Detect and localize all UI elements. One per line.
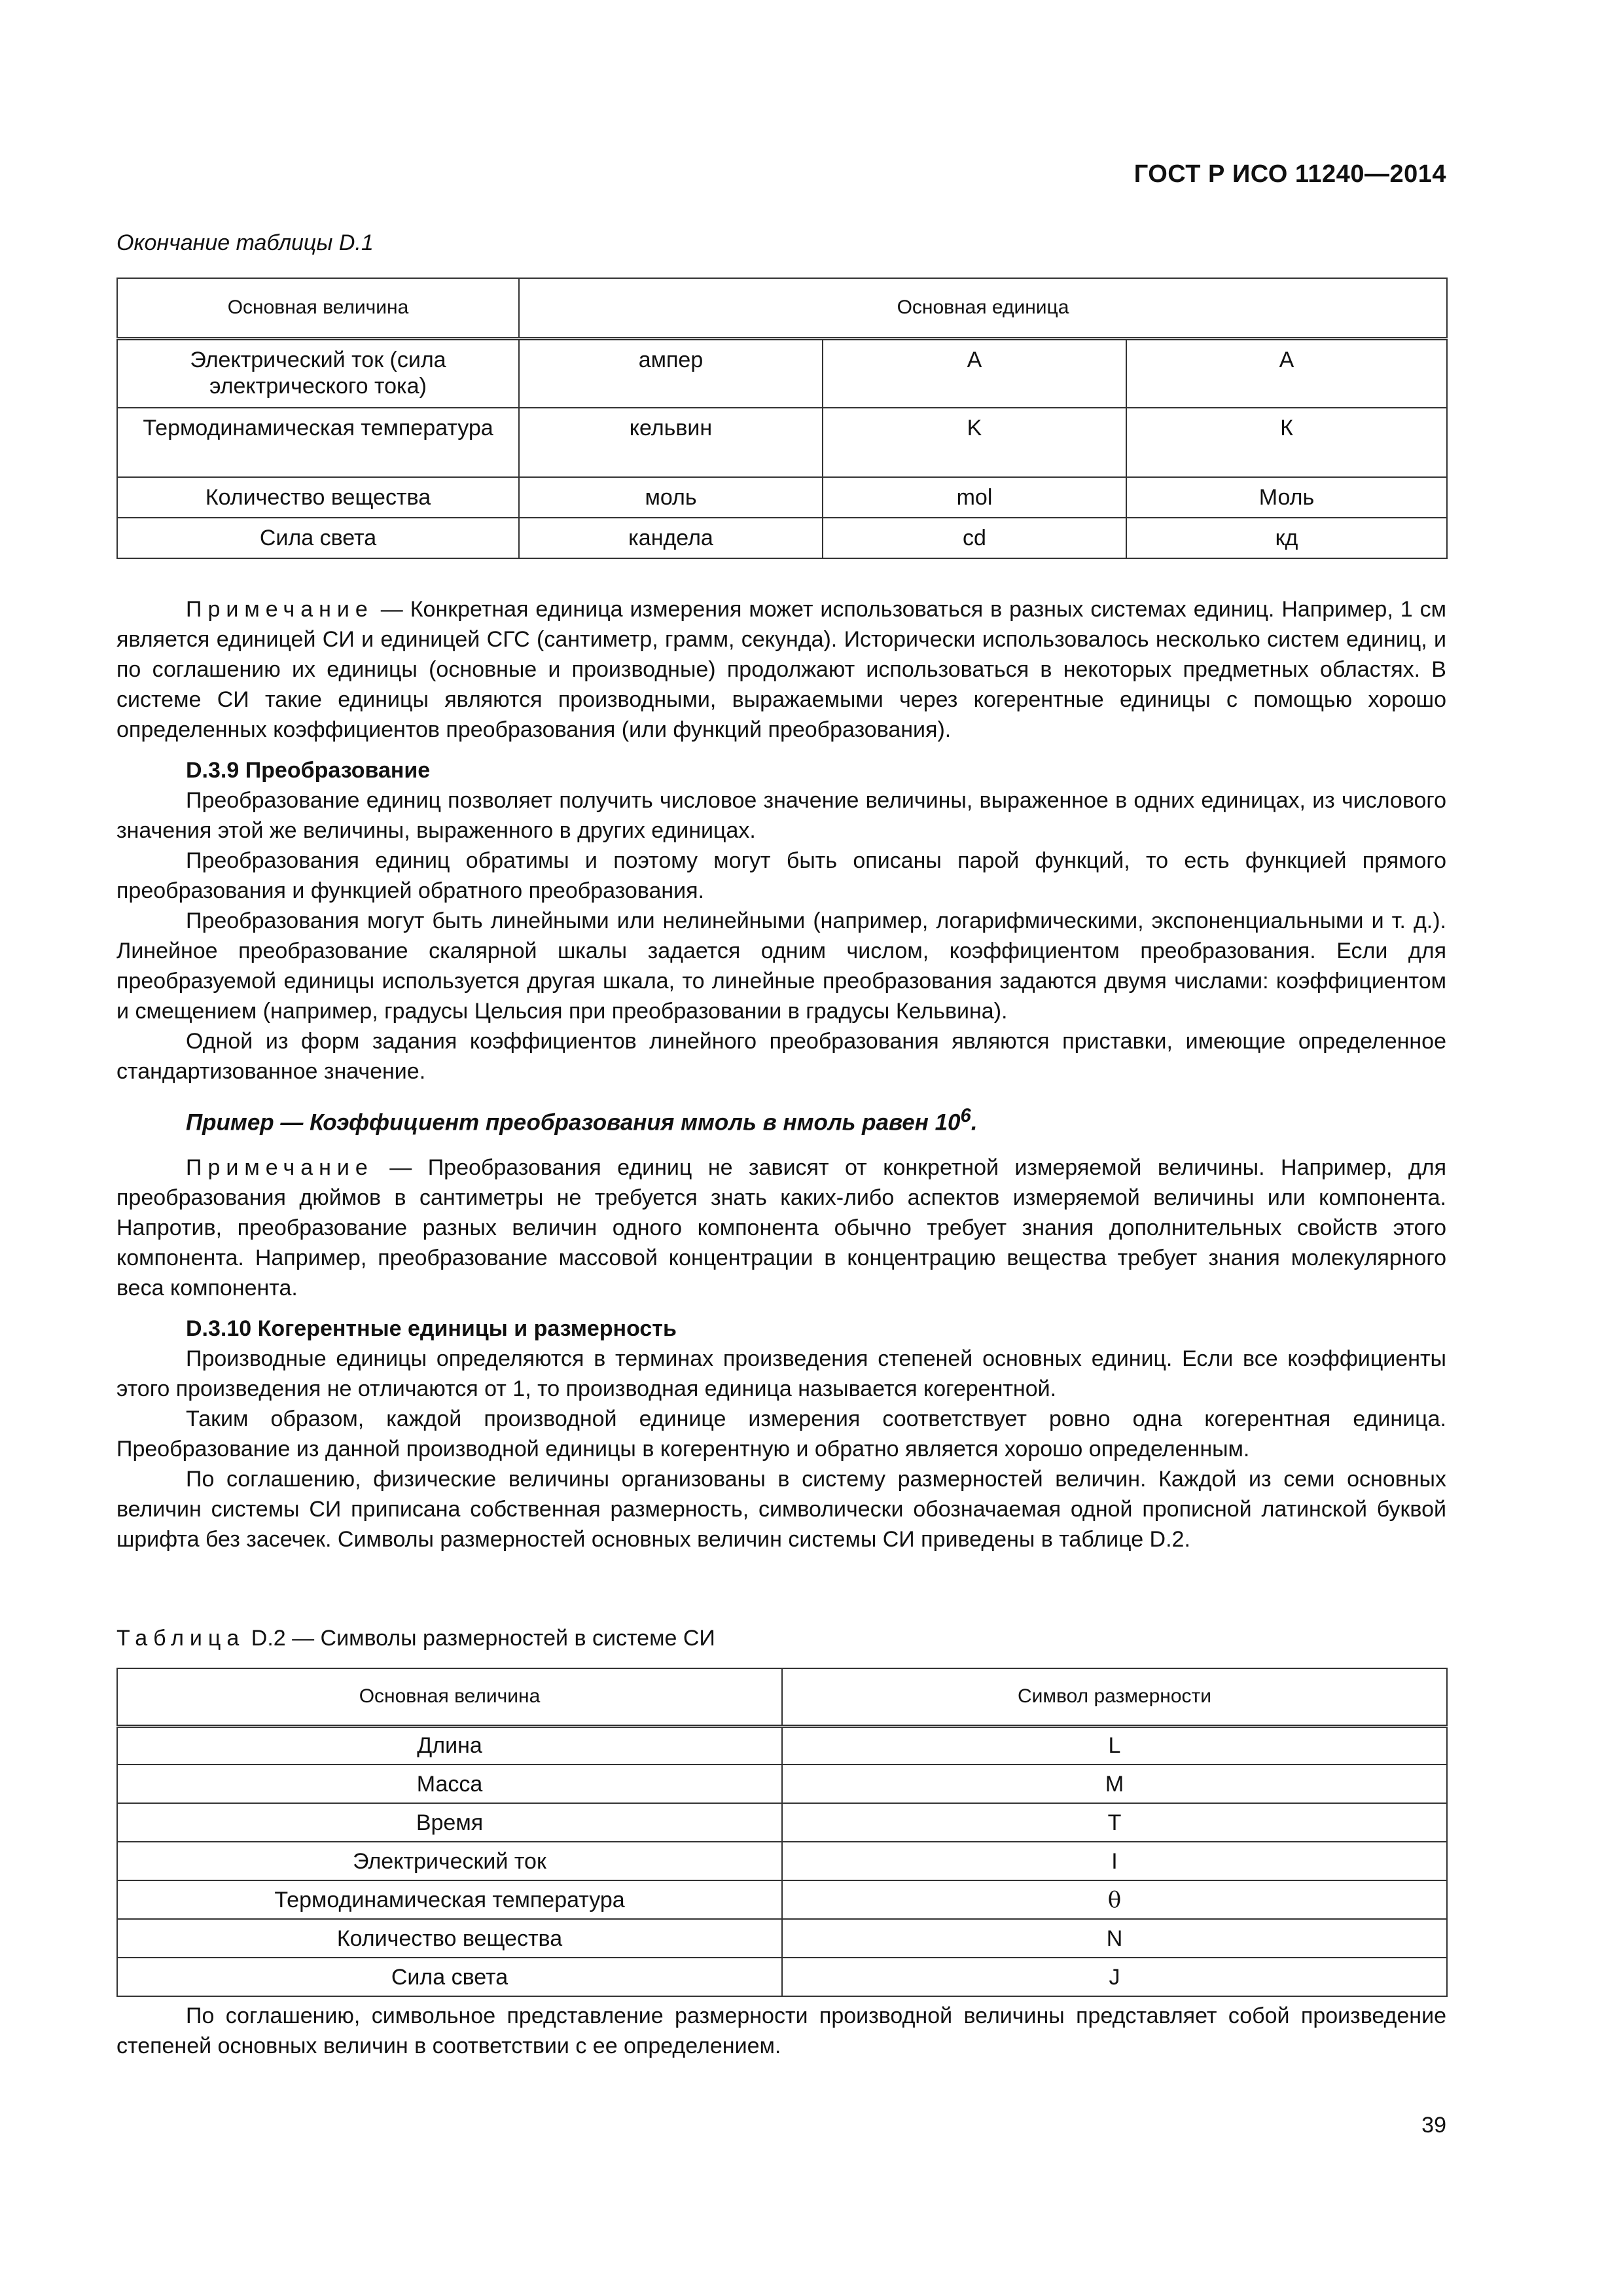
paragraph: Одной из форм задания коэффициентов линейного преобразования являются приставки, имеющие определенное стандартизованное значение. bbox=[116, 1029, 1446, 1084]
table-label: Таблица bbox=[116, 1626, 245, 1651]
unit-ru-symbol-cell: К bbox=[1126, 408, 1447, 477]
symbol-cell: θ bbox=[782, 1880, 1447, 1919]
table-row bbox=[117, 1803, 1447, 1842]
body-text-block bbox=[116, 594, 1446, 1554]
quantity-cell: Электрический ток (сила электрического тока) bbox=[117, 338, 519, 408]
table-row bbox=[117, 338, 1447, 408]
unit-name-cell: кельвин bbox=[519, 408, 823, 477]
symbol-cell: L bbox=[782, 1726, 1447, 1765]
table-row bbox=[117, 518, 1447, 558]
paragraph: Преобразования единиц обратимы и поэтому могут быть описаны парой функций, то есть функцией прямого преобразования и функцией обратного преобразования. bbox=[116, 848, 1446, 903]
table-row bbox=[117, 1880, 1447, 1919]
table-row bbox=[117, 1765, 1447, 1803]
dimension-symbols-table bbox=[116, 1668, 1448, 1997]
table-row bbox=[117, 408, 1447, 477]
base-units-table bbox=[116, 278, 1448, 559]
table-row bbox=[117, 1919, 1447, 1958]
exponent: 6 bbox=[960, 1105, 971, 1126]
header-base-quantity: Основная величина bbox=[117, 1668, 782, 1726]
paragraph: Таким образом, каждой производной единице измерения соответствует ровно одна когерентная единица. Преобразование из данной производной единицы в когерентную и обратно является хорошо определенным. bbox=[116, 1406, 1446, 1462]
section-heading-d310: D.3.10 Когерентные единицы и размерность bbox=[186, 1316, 677, 1341]
section-heading-d39: D.3.9 Преобразование bbox=[186, 758, 431, 783]
standard-code: ГОСТ Р ИСО 11240—2014 bbox=[1133, 160, 1446, 188]
note-paragraph bbox=[116, 1153, 1446, 1303]
paragraph: По соглашению, символьное представление размерности производной величины представляет собой произведение степеней основных величин в соответствии с ее определением. bbox=[116, 2003, 1446, 2058]
table-row bbox=[117, 1726, 1447, 1765]
paragraph: Преобразование единиц позволяет получить числовое значение величины, выраженное в одних единицах, из числового значения этой же величины, выраженного в других единицах. bbox=[116, 788, 1446, 843]
table-row bbox=[117, 1958, 1447, 1996]
header-base-unit: Основная единица bbox=[519, 278, 1447, 338]
table-row bbox=[117, 477, 1447, 518]
quantity-cell: Термодинамическая температура bbox=[117, 1880, 782, 1919]
quantity-cell: Масса bbox=[117, 1765, 782, 1803]
quantity-cell: Термодинамическая температура bbox=[117, 408, 519, 477]
unit-intl-symbol-cell: A bbox=[823, 338, 1126, 408]
symbol-cell: T bbox=[782, 1803, 1447, 1842]
note-label: Примечание bbox=[186, 1155, 374, 1180]
quantity-cell: Длина bbox=[117, 1726, 782, 1765]
paragraph: По соглашению, физические величины организованы в систему размерностей величин. Каждой из семи основных величин системы СИ приписана собственная размерность, символически обозначаемая одной прописной латинской буквой шрифта без засечек. Символы размерностей основных величин системы СИ приведены в таблице D.2. bbox=[116, 1466, 1446, 1552]
unit-intl-symbol-cell: K bbox=[823, 408, 1126, 477]
symbol-cell: M bbox=[782, 1765, 1447, 1803]
table-row bbox=[117, 1842, 1447, 1880]
page-number: 39 bbox=[1421, 2113, 1446, 2138]
quantity-cell: Время bbox=[117, 1803, 782, 1842]
paragraph: Производные единицы определяются в терминах произведения степеней основных единиц. Если все коэффициенты этого произведения не отличаются от 1, то производная единица называется когерентной. bbox=[116, 1346, 1446, 1401]
quantity-cell: Количество вещества bbox=[117, 1919, 782, 1958]
unit-ru-symbol-cell: А bbox=[1126, 338, 1447, 408]
note-text: — Преобразования единиц не зависят от конкретной измеряемой величины. Например, для преобразования дюймов в сантиметры не требуется знать каких-либо аспектов измеряемой величины или компонента. Напротив, преобразование разных величин одного компонента обычно требует знания дополнительных свойств этого компонента. Например, преобразование массовой концентрации в концентрацию вещества требует знания молекулярного веса компонента. bbox=[116, 1155, 1446, 1300]
symbol-cell: N bbox=[782, 1919, 1447, 1958]
unit-ru-symbol-cell: кд bbox=[1126, 518, 1447, 558]
unit-name-cell: кандела bbox=[519, 518, 823, 558]
header-dimension-symbol: Символ размерности bbox=[782, 1668, 1447, 1726]
unit-name-cell: моль bbox=[519, 477, 823, 518]
note-label: Примечание bbox=[186, 597, 374, 622]
unit-name-cell: ампер bbox=[519, 338, 823, 408]
unit-intl-symbol-cell: cd bbox=[823, 518, 1126, 558]
unit-ru-symbol-cell: Моль bbox=[1126, 477, 1447, 518]
header-base-quantity: Основная величина bbox=[117, 278, 519, 338]
quantity-cell: Электрический ток bbox=[117, 1842, 782, 1880]
note-paragraph bbox=[116, 594, 1446, 745]
table2-caption: Таблица D.2 — Символы размерностей в системе СИ bbox=[116, 1626, 715, 1651]
unit-intl-symbol-cell: mol bbox=[823, 477, 1126, 518]
quantity-cell: Сила света bbox=[117, 1958, 782, 1996]
table1-caption: Окончание таблицы D.1 bbox=[116, 230, 374, 255]
paragraph: Преобразования могут быть линейными или нелинейными (например, логарифмическими, экспоненциальными и т. д.). Линейное преобразование скалярной шкалы задается одним числом, коэффициентом преобразования. Если для преобразуемой единицы используется другая шкала, то линейные преобразования задаются двумя числами: коэффициентом и смещением (например, градусы Цельсия при преобразовании в градусы Кельвина). bbox=[116, 908, 1446, 1024]
quantity-cell: Количество вещества bbox=[117, 477, 519, 518]
example-line: Пример — Коэффициент преобразования ммоль в нмоль равен $10^6$. bbox=[186, 1105, 978, 1136]
symbol-cell: J bbox=[782, 1958, 1447, 1996]
closing-text-block bbox=[116, 2001, 1446, 2061]
quantity-cell: Сила света bbox=[117, 518, 519, 558]
symbol-cell: I bbox=[782, 1842, 1447, 1880]
note-text: — Конкретная единица измерения может использоваться в разных системах единиц. Например, 1 см является единицей СИ и единицей СГС (сантиметр, грамм, секунда). Исторически использовалось несколько систем единиц, и по соглашению их единицы (основные и производные) продолжают использоваться в некоторых предметных областях. В системе СИ такие единицы являются производными, выражаемыми через когерентные единицы с помощью хорошо определенных коэффициентов преобразования (или функций преобразования). bbox=[116, 597, 1446, 742]
